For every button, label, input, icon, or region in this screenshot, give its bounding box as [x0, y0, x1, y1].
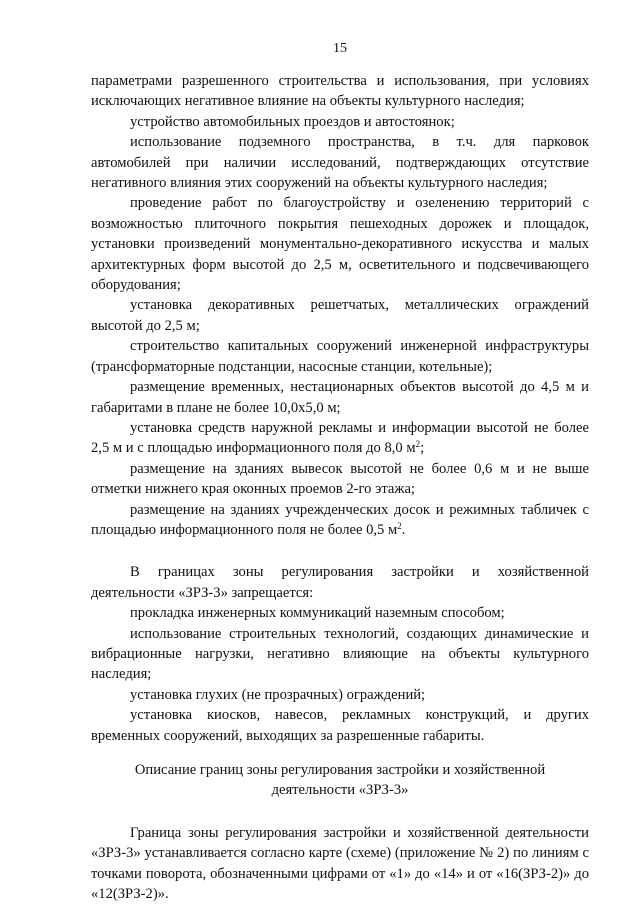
- paragraph-allowed-3: использование подземного пространства, в т.ч. для парковок автомобилей при наличии исследований, подтверждающих отсутствие негативного влияния этих сооружений на объекты культурного наследия;: [91, 134, 589, 192]
- paragraph-allowed-4: проведение работ по благоустройству и озеленению территорий с возможностью плиточного покрытия пешеходных дорожек и площадок, установки произведений монументально-декоративного искусства и малых архитектурных форм высотой до 2,5 м, осветительного и подсвечивающего оборудования;: [91, 195, 589, 294]
- ads-text: установка средств наружной рекламы и информации высотой не более 2,5 м и с площадью информационного поля до 8,0 м: [91, 419, 589, 457]
- paragraph-allowed-ads: [91, 418, 589, 459]
- page-number: 15: [333, 41, 347, 56]
- section-heading-line-2: деятельности «ЗРЗ-3»: [271, 782, 409, 799]
- spacer: [91, 540, 589, 562]
- spacer: [91, 801, 589, 823]
- section-heading-line-1: Описание границ зоны регулирования застройки и хозяйственной: [134, 762, 546, 778]
- document-body: [91, 71, 589, 904]
- ads-superscript: 2: [415, 439, 421, 450]
- paragraph-allowed-signs: размещение на зданиях вывесок высотой не более 0,6 м и не выше отметки нижнего края оконных проемов 2-го этажа;: [91, 460, 589, 498]
- paragraph-prohibited-1: прокладка инженерных коммуникаций наземным способом;: [130, 605, 505, 622]
- paragraph-prohibited-3: установка глухих (не прозрачных) ограждений;: [130, 686, 426, 703]
- paragraph-prohibited-2: использование строительных технологий, создающих динамические и вибрационные нагрузки, негативно влияющие на объекты культурного наследия;: [91, 625, 589, 683]
- paragraph-prohibited-intro: В границах зоны регулирования застройки и хозяйственной деятельности «ЗРЗ-3» запрещается:: [91, 564, 589, 601]
- paragraph-allowed-plaques: [91, 500, 589, 541]
- plaques-text: размещение на зданиях учрежденческих досок и режимных табличек с площадью информационного поля не более 0,5 м: [91, 501, 589, 538]
- plaques-end: .: [401, 521, 406, 538]
- paragraph-allowed-6: строительство капитальных сооружений инженерной инфраструктуры (трансформаторные подстанции, насосные станции, котельные);: [91, 338, 589, 375]
- paragraph-allowed-5: установка декоративных решетчатых, металлических ограждений высотой до 2,5 м;: [91, 297, 589, 334]
- plaques-superscript: 2: [397, 520, 402, 531]
- spacer: [91, 746, 589, 760]
- paragraph-allowed-2: устройство автомобильных проездов и автостоянок;: [130, 113, 455, 130]
- paragraph-prohibited-4: установка киосков, навесов, рекламных конструкций, и других временных сооружений, выходящих за разрешенные габариты.: [91, 707, 589, 744]
- paragraph-boundary: Граница зоны регулирования застройки и хозяйственной деятельности «ЗРЗ-3» устанавливается согласно карте (схеме) (приложение № 2) по линиям с точками поворота, обозначенными цифрами от «1» до «14» и от «16(ЗРЗ-2)» до «12(ЗРЗ-2)».: [91, 824, 589, 903]
- paragraph-allowed-7: размещение временных, нестационарных объектов высотой до 4,5 м и габаритами в плане не более 10,0х5,0 м;: [91, 379, 589, 416]
- ads-end: ;: [420, 440, 425, 457]
- paragraph-allowed-1: параметрами разрешенного строительства и использования, при условиях исключающих негативное влияние на объекты культурного наследия;: [91, 73, 589, 110]
